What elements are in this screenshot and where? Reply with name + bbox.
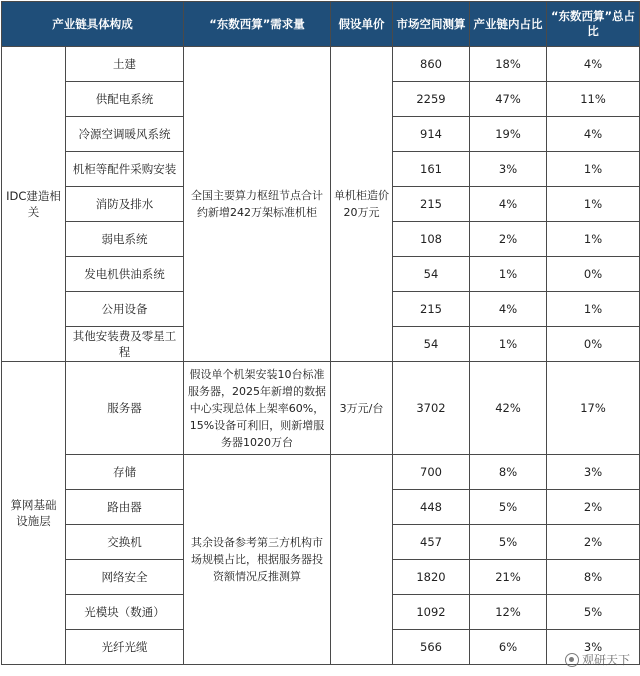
item-cell: 弱电系统 xyxy=(66,222,184,257)
chain-share-cell: 4% xyxy=(470,187,547,222)
item-cell: 光纤光缆 xyxy=(66,630,184,665)
item-cell: 发电机供油系统 xyxy=(66,257,184,292)
section-idc-label: IDC建造相关 xyxy=(2,47,66,362)
total-share-cell: 1% xyxy=(547,152,640,187)
server-demand-cell: 假设单个机架安装10台标准服务器，2025年新增的数据中心实现总体上架率60%，15%设备可利旧，则新增服务器1020万台 xyxy=(184,362,331,455)
market-space-cell: 700 xyxy=(393,455,470,490)
section-infra-label: 算网基础设施层 xyxy=(2,362,66,665)
total-share-cell: 11% xyxy=(547,82,640,117)
item-cell: 路由器 xyxy=(66,490,184,525)
item-cell: 消防及排水 xyxy=(66,187,184,222)
chain-share-cell: 19% xyxy=(470,117,547,152)
item-cell: 光模块（数通） xyxy=(66,595,184,630)
total-share-cell: 0% xyxy=(547,327,640,362)
item-cell: 其他安装费及零星工程 xyxy=(66,327,184,362)
table-row xyxy=(2,362,640,455)
chain-share-cell: 6% xyxy=(470,630,547,665)
total-share-cell: 3% xyxy=(547,630,640,665)
item-cell: 冷源空调暖风系统 xyxy=(66,117,184,152)
chain-share-cell: 1% xyxy=(470,327,547,362)
item-cell: 供配电系统 xyxy=(66,82,184,117)
total-share-cell: 17% xyxy=(547,362,640,455)
market-space-cell: 1092 xyxy=(393,595,470,630)
market-space-cell: 1820 xyxy=(393,560,470,595)
other-demand-cell: 其余设备参考第三方机构市场规模占比，根据服务器投资额情况反推测算 xyxy=(184,455,331,665)
total-share-cell: 3% xyxy=(547,455,640,490)
other-price-cell xyxy=(331,455,393,665)
item-cell: 机柜等配件采购安装 xyxy=(66,152,184,187)
chain-share-cell: 18% xyxy=(470,47,547,82)
watermark xyxy=(565,651,630,668)
header-chain-share: 产业链内占比 xyxy=(470,2,547,47)
total-share-cell: 1% xyxy=(547,292,640,327)
item-cell: 服务器 xyxy=(66,362,184,455)
total-share-cell: 5% xyxy=(547,595,640,630)
chain-share-cell: 21% xyxy=(470,560,547,595)
item-cell: 交换机 xyxy=(66,525,184,560)
market-space-cell: 54 xyxy=(393,257,470,292)
header-price: 假设单价 xyxy=(331,2,393,47)
table-row xyxy=(2,455,640,490)
market-space-cell: 914 xyxy=(393,117,470,152)
market-space-cell: 860 xyxy=(393,47,470,82)
item-cell: 网络安全 xyxy=(66,560,184,595)
market-space-cell: 215 xyxy=(393,292,470,327)
idc-demand-cell: 全国主要算力枢纽节点合计约新增242万架标准机柜 xyxy=(184,47,331,362)
total-share-cell: 2% xyxy=(547,490,640,525)
chain-share-cell: 8% xyxy=(470,455,547,490)
watermark-logo-icon xyxy=(565,653,579,667)
chain-share-cell: 3% xyxy=(470,152,547,187)
item-cell: 土建 xyxy=(66,47,184,82)
total-share-cell: 1% xyxy=(547,187,640,222)
total-share-cell: 2% xyxy=(547,525,640,560)
market-space-cell: 161 xyxy=(393,152,470,187)
chain-share-cell: 4% xyxy=(470,292,547,327)
market-space-cell: 3702 xyxy=(393,362,470,455)
market-space-cell: 457 xyxy=(393,525,470,560)
total-share-cell: 0% xyxy=(547,257,640,292)
total-share-cell: 4% xyxy=(547,117,640,152)
header-row xyxy=(2,2,640,47)
table-row xyxy=(2,47,640,82)
market-space-cell: 215 xyxy=(393,187,470,222)
server-price-cell: 3万元/台 xyxy=(331,362,393,455)
idc-price-cell: 单机柜造价20万元 xyxy=(331,47,393,362)
chain-share-cell: 42% xyxy=(470,362,547,455)
chain-share-cell: 5% xyxy=(470,490,547,525)
total-share-cell: 4% xyxy=(547,47,640,82)
chain-share-cell: 2% xyxy=(470,222,547,257)
item-cell: 公用设备 xyxy=(66,292,184,327)
total-share-cell: 8% xyxy=(547,560,640,595)
market-space-cell: 108 xyxy=(393,222,470,257)
watermark-text: 观研天下 xyxy=(581,653,630,667)
chain-share-cell: 12% xyxy=(470,595,547,630)
chain-share-cell: 47% xyxy=(470,82,547,117)
item-cell: 存储 xyxy=(66,455,184,490)
total-share-cell: 1% xyxy=(547,222,640,257)
market-space-cell: 2259 xyxy=(393,82,470,117)
chain-share-cell: 5% xyxy=(470,525,547,560)
chain-share-cell: 1% xyxy=(470,257,547,292)
header-composition: 产业链具体构成 xyxy=(2,2,184,47)
data-table xyxy=(1,1,640,665)
market-space-cell: 448 xyxy=(393,490,470,525)
header-demand: “东数西算”需求量 xyxy=(184,2,331,47)
market-space-cell: 566 xyxy=(393,630,470,665)
header-total-share: “东数西算”总占比 xyxy=(547,2,640,47)
header-market-space: 市场空间测算 xyxy=(393,2,470,47)
market-space-cell: 54 xyxy=(393,327,470,362)
